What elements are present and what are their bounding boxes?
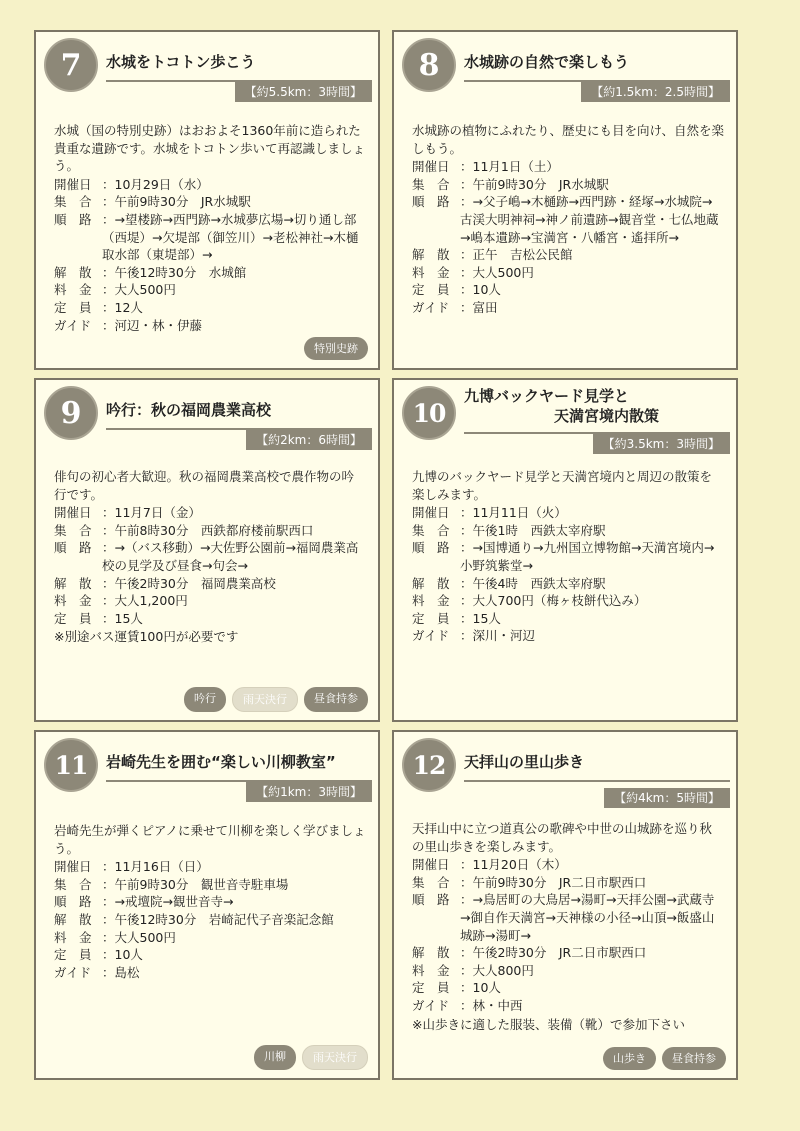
- tour-card-11: [34, 730, 380, 1080]
- info-row-capacity: 定 員 ：12人: [54, 299, 143, 315]
- info-row-fee: 料 金 ：大人800円: [412, 962, 534, 978]
- info-row-fee: 料 金 ：大人1,200円: [54, 593, 188, 609]
- card-description: 水城跡の植物にふれたり、歴史にも目を向け、自然を楽しもう。: [412, 123, 725, 156]
- info-row-route: 順 路 ：→国博通り→九州国立博物館→天満宮境内→小野筑紫堂→: [412, 540, 715, 573]
- info-row-meet: 集 合 ：午前9時30分 観世音寺駐車場: [54, 876, 289, 892]
- card-body: [54, 122, 366, 334]
- card-title: 天拝山の里山歩き: [464, 753, 585, 771]
- info-row-meet: 集 合 ：午前9時30分 JR水城駅: [54, 194, 251, 210]
- card-number-badge: 10: [402, 386, 456, 440]
- card-title: 水城をトコトン歩こう: [106, 53, 256, 71]
- info-row-capacity: 定 員 ：15人: [412, 610, 501, 626]
- info-row-dismiss: 解 散 ：午後2時30分 福岡農業高校: [54, 575, 276, 591]
- card-description: 水城（国の特別史跡）はおおよそ1360年前に造られた貴重な遺跡です。水城をトコトン歩いて再認識しましょう。: [54, 123, 366, 174]
- card-description: 岩崎先生が弾くピアノに乗せて川柳を楽しく学びましょう。: [54, 823, 366, 856]
- info-row-route: 順 路 ：→鳥居町の大鳥居→湯町→天拝公園→武蔵寺→御自作天満宮→天神様の小径→山頂→飯盛山城跡→湯町→: [412, 892, 715, 943]
- info-row-capacity: 定 員 ：10人: [54, 947, 143, 963]
- info-row-guide: ガイド ：深川・河辺: [412, 628, 536, 644]
- info-row-route: 順 路 ：→望楼跡→西門跡→水城夢広場→切り通し部（西堤）→欠堤部（御笠川）→老松神社→木樋取水部（東堤部）→: [54, 211, 359, 263]
- tag-badge: 雨天決行: [302, 1045, 368, 1070]
- distance-label: 【約2km：6時間】: [246, 430, 372, 450]
- tag-badge: 昼食持参: [662, 1047, 726, 1070]
- distance-label: 【約3.5km：3時間】: [593, 434, 730, 454]
- info-row-dismiss: 解 散 ：午後12時30分 岩崎記代子音楽記念館: [54, 911, 334, 927]
- info-row-date: 開催日 ：11月1日（土）: [412, 159, 559, 175]
- card-body: [412, 820, 724, 1033]
- info-row-date: 開催日 ：11月20日（木）: [412, 857, 567, 873]
- info-row-dismiss: 解 散 ：午後4時 西鉄太宰府駅: [412, 575, 606, 591]
- info-row-date: 開催日 ：11月11日（火）: [412, 505, 567, 521]
- info-row-date: 開催日 ：11月16日（日）: [54, 859, 209, 875]
- info-row-date: 開催日 ：10月29日（水）: [54, 176, 209, 192]
- card-title: 吟行：秋の福岡農業高校: [106, 401, 272, 419]
- distance-label: 【約1km：3時間】: [246, 782, 372, 802]
- distance-label: 【約5.5km：3時間】: [235, 82, 372, 102]
- info-row-capacity: 定 員 ：15人: [54, 610, 143, 626]
- info-row-dismiss: 解 散 ：午後2時30分 JR二日市駅西口: [412, 945, 647, 961]
- info-row-route: 順 路 ：→戒壇院→観世音寺→: [54, 894, 234, 910]
- info-row-route: 順 路 ：→父子嶋→木樋跡→西門跡・経塚→水城院→古渓大明神祠→神ノ前遺跡→観音堂・七仏地蔵→嶋本遺跡→宝満宮・八幡宮・遙拝所→: [412, 194, 719, 245]
- info-row-route: 順 路 ：→（バス移動）→大佐野公園前→福岡農業高校の見学及び昼食→句会→: [54, 540, 359, 573]
- card-description: 俳句の初心者大歓迎。秋の福岡農業高校で農作物の吟行です。: [54, 469, 355, 502]
- info-row-dismiss: 解 散 ：正午 吉松公民館: [412, 247, 573, 263]
- card-description: 天拝山中に立つ道真公の歌碑や中世の山城跡を巡り秋の里山歩きを楽しみます。: [412, 821, 713, 854]
- info-row-guide: ガイド ：河辺・林・伊藤: [54, 317, 203, 333]
- card-description: 九博のバックヤード見学と天満宮境内と周辺の散策を楽しみます。: [412, 469, 713, 502]
- info-row-meet: 集 合 ：午前8時30分 西鉄都府楼前駅西口: [54, 522, 314, 538]
- tag-badge: 雨天決行: [232, 687, 298, 712]
- card-note: ※別途バス運賃100円が必要です: [54, 629, 239, 645]
- tag-group: [304, 337, 368, 360]
- card-note: ※山歩きに適した服装、装備（靴）で参加下さい: [412, 1016, 685, 1032]
- tag-badge: 昼食持参: [304, 687, 368, 712]
- card-title: 九博バックヤード見学と 天満宮境内散策: [464, 387, 660, 425]
- card-title: 岩崎先生を囲む“楽しい川柳教室”: [106, 753, 336, 771]
- card-number-badge: 12: [402, 738, 456, 792]
- tour-card-7: [34, 30, 380, 370]
- tour-card-8: [392, 30, 738, 370]
- info-row-meet: 集 合 ：午前9時30分 JR二日市駅西口: [412, 874, 647, 890]
- info-row-capacity: 定 員 ：10人: [412, 980, 501, 996]
- info-row-date: 開催日 ：11月7日（金）: [54, 505, 201, 521]
- tag-group: [184, 687, 368, 712]
- tag-badge: 山歩き: [603, 1047, 656, 1070]
- card-number-badge: 11: [44, 738, 98, 792]
- distance-label: 【約1.5km：2.5時間】: [581, 82, 730, 102]
- info-row-guide: ガイド ：林・中西: [412, 997, 523, 1013]
- info-row-dismiss: 解 散 ：午後12時30分 水城館: [54, 264, 247, 280]
- card-number-badge: 9: [44, 386, 98, 440]
- info-row-fee: 料 金 ：大人500円: [54, 929, 176, 945]
- tag-badge: 川柳: [254, 1045, 296, 1070]
- card-title: 水城跡の自然で楽しもう: [464, 53, 630, 71]
- info-row-fee: 料 金 ：大人500円: [54, 282, 176, 298]
- tag-badge: 特別史跡: [304, 337, 368, 360]
- tag-badge: 吟行: [184, 687, 226, 712]
- card-body: [54, 468, 366, 646]
- tag-group: [254, 1045, 368, 1070]
- info-row-guide: ガイド ：富田: [412, 299, 498, 315]
- tour-card-10: [392, 378, 738, 722]
- card-number-badge: 7: [44, 38, 98, 92]
- card-body: [412, 122, 724, 317]
- info-row-guide: ガイド ：島松: [54, 964, 140, 980]
- tour-card-9: [34, 378, 380, 722]
- distance-label: 【約4km：5時間】: [604, 788, 730, 808]
- info-row-capacity: 定 員 ：10人: [412, 282, 501, 298]
- tour-card-12: [392, 730, 738, 1080]
- info-row-meet: 集 合 ：午後1時 西鉄太宰府駅: [412, 522, 606, 538]
- info-row-fee: 料 金 ：大人500円: [412, 264, 534, 280]
- info-row-meet: 集 合 ：午前9時30分 JR水城駅: [412, 176, 609, 192]
- card-body: [412, 468, 724, 645]
- tag-group: [603, 1047, 726, 1070]
- card-number-badge: 8: [402, 38, 456, 92]
- card-body: [54, 822, 366, 981]
- info-row-fee: 料 金 ：大人700円（梅ヶ枝餅代込み）: [412, 593, 647, 609]
